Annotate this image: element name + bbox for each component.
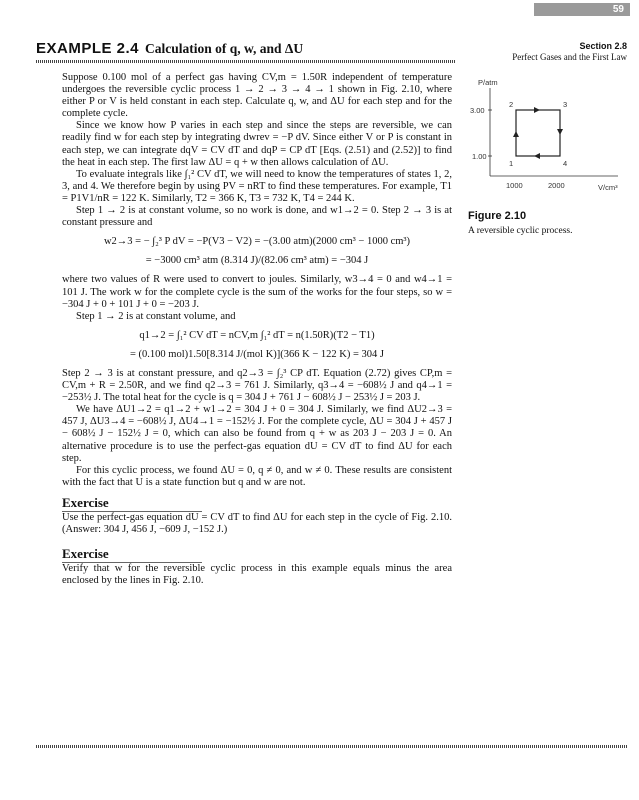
- paragraph-9: For this cyclic process, we found ΔU = 0, q ≠ 0, and w ≠ 0. These results are consistent with the fact that U is a state function but q and w are not.: [62, 464, 452, 488]
- paragraph-1: Suppose 0.100 mol of a perfect gas having CV,m = 1.50R independent of temperature undergoes the reversible cyclic process 1 → 2 → 3 → 4 → 1 shown in Fig. 2.10, where either P or V is held constant in each step. Calculate q, w, and ΔU for each step and for the complete cycle.: [62, 72, 452, 120]
- arrow-2-3: [534, 107, 540, 113]
- exercise-2-heading: Exercise: [62, 548, 202, 563]
- page-number: 59: [534, 3, 630, 16]
- equation-heat-1-2-result: = (0.100 mol)1.50[8.314 J/(mol K)](366 K − 122 K) = 304 J: [130, 348, 384, 360]
- figure-caption: [468, 210, 628, 236]
- exercise-1-text: Use the perfect-gas equation dU = CV dT to find ΔU for each step in the cycle of Fig. 2.10. (Answer: 304 J, 456 J, −609 J, −152 J.): [62, 512, 452, 536]
- exercise-1-heading: Exercise: [62, 497, 202, 512]
- y-tick-300: 3.00: [470, 106, 485, 115]
- point-2-label: 2: [509, 100, 514, 109]
- y-tick-100: 1.00: [472, 152, 487, 161]
- x-tick-2000: 2000: [548, 181, 565, 190]
- section-title: Perfect Gases and the First Law: [512, 52, 627, 62]
- equation-work-2-3: w2→3 = − ∫₂³ P dV = −P(V3 − V2) = −(3.00 atm)(2000 cm³ − 1000 cm³): [103, 236, 411, 248]
- equation-work-2-3-result: = −3000 cm³ atm (8.314 J)/(82.06 cm³ atm) = −304 J: [145, 255, 369, 267]
- paragraph-4: Step 1 → 2 is at constant volume, so no work is done, and w1→2 = 0. Step 2 → 3 is at constant pressure and: [62, 205, 452, 229]
- y-axis-label: P/atm: [478, 78, 498, 87]
- paragraph-6: Step 1 → 2 is at constant volume, and: [76, 310, 236, 322]
- figure-label: Figure 2.10: [468, 210, 527, 222]
- point-3-label: 3: [563, 100, 568, 109]
- exercise-2-text: Verify that w for the reversible cyclic process in this example equals minus the area enclosed by the lines in Fig. 2.10.: [62, 563, 452, 587]
- equation-heat-1-2: q1→2 = ∫₁² CV dT = nCV,m ∫₁² dT = n(1.50R)(T2 − T1): [139, 329, 375, 341]
- top-rule: [36, 60, 456, 63]
- example-heading: [36, 40, 303, 57]
- figure-description: A reversible cyclic process.: [468, 226, 573, 236]
- point-4-label: 4: [563, 159, 568, 168]
- example-body: [62, 72, 452, 587]
- paragraph-2: Since we know how P varies in each step and since the steps are reversible, we can readily find w for each step by integrating dwrev = −P dV. Since either V or P is constant in each step, we can integrate dqV = CV dT and dqP = CP dT [Eqs. (2.51) and (2.52)] to find the heat in each step. The first law ΔU = q + w then allows calculation of ΔU.: [62, 120, 452, 168]
- paragraph-5: where two values of R were used to convert to joules. Similarly, w3→4 = 0 and w4→1 = 101 J. The work w for the complete cycle is the sum of the works for the four steps, so w = −304 J + 0 + 101 J + 0 = −203 J.: [62, 274, 452, 310]
- bottom-rule: [36, 745, 628, 748]
- paragraph-3: To evaluate integrals like ∫₁² CV dT, we will need to know the temperatures of states 1, 2, 3, and 4. We therefore begin by using PV = nRT to find these temperatures. For example, T1 = P1V1/nR = 122 K. Similarly, T2 = 366 K, T3 = 732 K, T4 = 244 K.: [62, 168, 452, 204]
- section-header: [512, 41, 627, 63]
- paragraph-8: We have ΔU1→2 = q1→2 + w1→2 = 304 J + 0 = 304 J. Similarly, we find ΔU2→3 = 457 J, ΔU3→4 = −608½ J, ΔU4→1 = −152½ J. For the complete cycle, ΔU = 304 J + 457 J − 608½ J − 152½ J = 0, which can also be found from q + w as 203 J − 203 J = 0. An alternative procedure is to use the perfect-gas equation dU = CV dT to find ΔU for each step.: [62, 404, 452, 464]
- arrow-3-4: [557, 129, 563, 135]
- arrow-1-2: [513, 131, 519, 137]
- cycle-path: [516, 110, 560, 156]
- x-tick-1000: 1000: [506, 181, 523, 190]
- example-label: EXAMPLE 2.4: [36, 40, 140, 57]
- point-1-label: 1: [509, 159, 514, 168]
- paragraph-7: Step 2 → 3 is at constant pressure, and q2→3 = ∫₂³ CP dT. Equation (2.72) gives CP,m = CV,m + R = 2.50R, and we find q2→3 = 761 J. Similarly, q3→4 = −608½ J and q4→1 = −253½ J. The total heat for the cycle is q = 304 J + 761 J − 608½ J − 253½ J = 203 J.: [62, 367, 452, 404]
- arrow-4-1: [534, 153, 540, 159]
- example-title: Calculation of q, w, and ΔU: [145, 41, 304, 56]
- section-label: Section 2.8: [579, 41, 627, 51]
- x-axis-label: V/cm³: [598, 183, 618, 192]
